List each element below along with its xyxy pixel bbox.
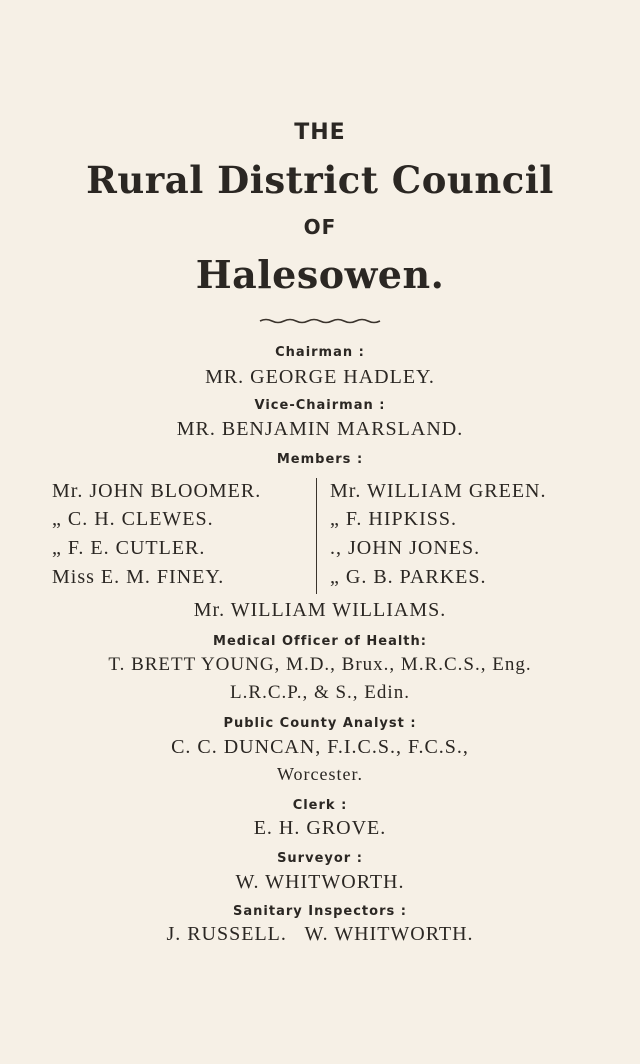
member-left-2: „ C. H. CLEWES. (52, 508, 214, 530)
vice-chairman-name: MR. BENJAMIN MARSLAND. (176, 418, 464, 440)
clerk-role: Clerk : (292, 798, 348, 813)
heading-the: THE (294, 120, 346, 145)
chairman-role: Chairman : (275, 345, 365, 360)
analyst-role: Public County Analyst : (223, 716, 417, 731)
medical-officer-line2: L.R.C.P., & S., Edin. (230, 682, 410, 703)
medical-officer-role: Medical Officer of Health: (213, 634, 427, 649)
heading-of: OF (303, 215, 337, 239)
medical-officer-line1: T. BRETT YOUNG, M.D., Brux., M.R.C.S., Eng. (108, 654, 532, 675)
ornamental-rule (258, 316, 382, 326)
clerk-name: E. H. GROVE. (253, 817, 387, 839)
heading-place: Halesowen. (195, 252, 445, 297)
members-column-divider (316, 478, 317, 594)
members-role: Members : (276, 452, 364, 467)
sanitary-role: Sanitary Inspectors : (233, 904, 407, 919)
surveyor-role: Surveyor : (277, 851, 363, 866)
analyst-line2: Worcester. (276, 764, 364, 784)
member-last: Mr. WILLIAM WILLIAMS. (193, 599, 447, 621)
member-left-1: Mr. JOHN BLOOMER. (52, 480, 262, 502)
member-right-2: „ F. HIPKISS. (330, 508, 457, 530)
analyst-line1: C. C. DUNCAN, F.I.C.S., F.C.S., (171, 736, 469, 758)
surveyor-name: W. WHITWORTH. (235, 871, 405, 893)
vice-chairman-role: Vice-Chairman : (254, 398, 386, 413)
member-left-3: „ F. E. CUTLER. (52, 537, 206, 559)
sanitary-names: J. RUSSELL. W. WHITWORTH. (166, 923, 474, 945)
chairman-name: MR. GEORGE HADLEY. (205, 366, 435, 388)
member-right-3: ., JOHN JONES. (330, 537, 481, 559)
member-right-4: „ G. B. PARKES. (330, 566, 487, 588)
heading-council: Rural District Council (86, 158, 554, 202)
member-right-1: Mr. WILLIAM GREEN. (330, 480, 547, 502)
member-left-4: Miss E. M. FINEY. (52, 566, 225, 588)
